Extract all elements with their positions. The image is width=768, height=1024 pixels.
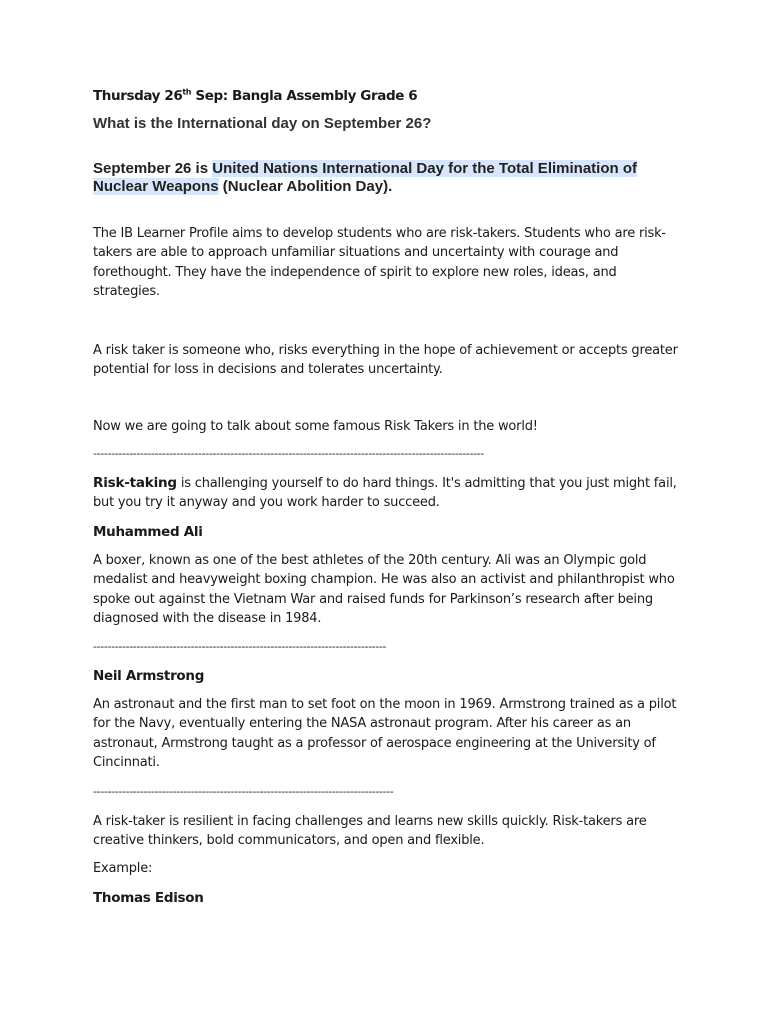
person-heading-ali: Muhammed Ali bbox=[93, 524, 203, 540]
heading-ordinal: th bbox=[182, 87, 192, 97]
divider-line: --------------------------------------------------------------------------------- bbox=[93, 640, 387, 653]
answer-lead: September 26 is bbox=[93, 160, 213, 177]
example-label: Example: bbox=[93, 861, 153, 876]
answer-highlight: United Nations International Day for the Total Elimination of Nuclear Weapons bbox=[93, 160, 637, 195]
divider-line: ----------------------------------------------------------------------------------- bbox=[93, 785, 394, 798]
person-bio-armstrong: An astronaut and the first man to set foot on the moon in 1969. Armstrong trained as a pilot for the Navy, eventually entering the NASA astronaut program. After his career as an astronaut, Armstrong taught as a professor of aerospace engineering at the University of Cincinnati. bbox=[93, 697, 677, 771]
divider-line: ------------------------------------------------------------------------------------------------------------ bbox=[93, 447, 484, 460]
answer-tail: (Nuclear Abolition Day). bbox=[218, 177, 393, 195]
risk-taking-term: Risk-taking bbox=[93, 475, 177, 491]
risk-taker-definition: A risk taker is someone who, risks everything in the hope of achievement or accepts greater potential for loss in decisions and tolerates uncertainty. bbox=[93, 343, 678, 378]
person-bio-ali: A boxer, known as one of the best athletes of the 20th century. Ali was an Olympic gold medalist and heavyweight boxing champion. He was also an activist and philanthropist who spoke out against the Vietnam War and raised funds for Parkinson’s research after being diagnosed with the disease in 1984. bbox=[93, 553, 675, 627]
risk-taking-text: is challenging yourself to do hard things. It's admitting that you just might fail, but you try it anyway and you work harder to succeed. bbox=[93, 476, 677, 511]
heading-title: Sep: Bangla Assembly Grade 6 bbox=[191, 88, 418, 104]
intro-paragraph: Now we are going to talk about some famous Risk Takers in the world! bbox=[93, 419, 538, 434]
heading-date: Thursday 26 bbox=[93, 88, 183, 104]
resilient-paragraph: A risk-taker is resilient in facing challenges and learns new skills quickly. Risk-takers are creative thinkers, bold communicators, and open and flexible. bbox=[93, 814, 647, 849]
question-heading: What is the International day on September 26? bbox=[93, 115, 432, 132]
answer-paragraph bbox=[93, 160, 693, 195]
person-heading-armstrong: Neil Armstrong bbox=[93, 668, 205, 684]
ib-profile-paragraph: The IB Learner Profile aims to develop students who are risk-takers. Students who are risk-takers are able to approach unfamiliar situations and uncertainty with courage and forethought. They have the independence of spirit to explore new roles, ideas, and strategies. bbox=[93, 226, 666, 300]
risk-taking-paragraph bbox=[93, 474, 678, 513]
assembly-heading bbox=[93, 86, 678, 106]
person-heading-edison: Thomas Edison bbox=[93, 890, 204, 906]
